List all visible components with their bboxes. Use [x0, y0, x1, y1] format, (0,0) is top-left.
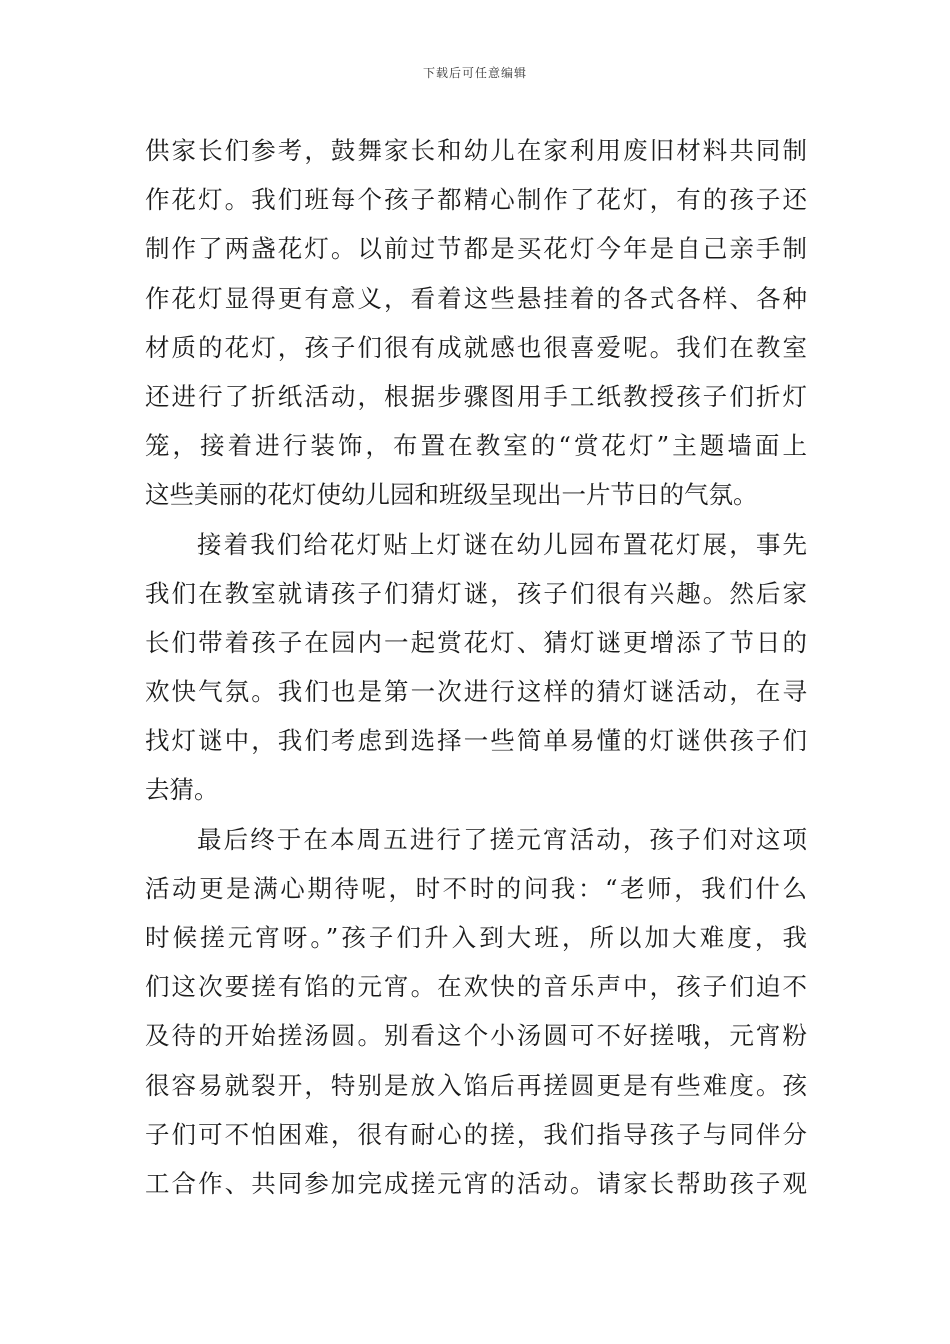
paragraph-line: 接着我们给花灯贴上灯谜在幼儿园布置花灯展，事先 [197, 529, 807, 559]
document-body [145, 126, 807, 1208]
paragraph-line: 很容易就裂开，特别是放入馅后再搓圆更是有些难度。孩 [145, 1070, 807, 1100]
paragraph-line: 及待的开始搓汤圆。别看这个小汤圆可不好搓哦，元宵粉 [145, 1021, 807, 1051]
paragraph-line: 去猜。 [145, 775, 219, 805]
paragraph-line: 制作了两盏花灯。以前过节都是买花灯今年是自己亲手制 [145, 234, 807, 264]
paragraph-line: 我们在教室就请孩子们猜灯谜，孩子们很有兴趣。然后家 [145, 578, 807, 608]
paragraph-line: 供家长们参考，鼓舞家长和幼儿在家利用废旧材料共同制 [145, 136, 807, 165]
paragraph-line: 工合作、共同参加完成搓元宵的活动。请家长帮助孩子观 [145, 1168, 807, 1198]
paragraph-line: 找灯谜中，我们考虑到选择一些简单易懂的灯谜供孩子们 [145, 726, 807, 756]
paragraph-line: 时候搓元宵呀。”孩子们升入到大班，所以加大难度，我 [145, 923, 807, 952]
paragraph-line: 子们可不怕困难，很有耐心的搓，我们指导孩子与同伴分 [145, 1119, 807, 1149]
header-note: 下载后可任意编辑 [422, 66, 527, 80]
paragraph-line: 们这次要搓有馅的元宵。在欢快的音乐声中，孩子们迫不 [145, 972, 807, 1002]
paragraph-line: 这些美丽的花灯使幼儿园和班级呈现出一片节日的气氛。 [145, 480, 758, 510]
paragraph-line: 欢快气氛。我们也是第一次进行这样的猜灯谜活动，在寻 [145, 677, 807, 707]
paragraph-line: 还进行了折纸活动，根据步骤图用手工纸教授孩子们折灯 [145, 381, 807, 411]
paragraph-line: 作花灯显得更有意义，看着这些悬挂着的各式各样、各种 [145, 283, 807, 313]
paragraph-line: 笼，接着进行装饰，布置在教室的“赏花灯”主题墙面上 [145, 431, 807, 461]
paragraph-line: 作花灯。我们班每个孩子都精心制作了花灯，有的孩子还 [145, 185, 807, 215]
paragraph-line: 长们带着孩子在园内一起赏花灯、猜灯谜更增添了节日的 [145, 627, 807, 657]
paragraph-line: 活动更是满心期待呢，时不时的问我：“老师，我们什么 [145, 873, 807, 903]
paragraph-line: 最后终于在本周五进行了搓元宵活动，孩子们对这项 [197, 824, 807, 854]
paragraph-line: 材质的花灯，孩子们很有成就感也很喜爱呢。我们在教室 [145, 332, 807, 362]
